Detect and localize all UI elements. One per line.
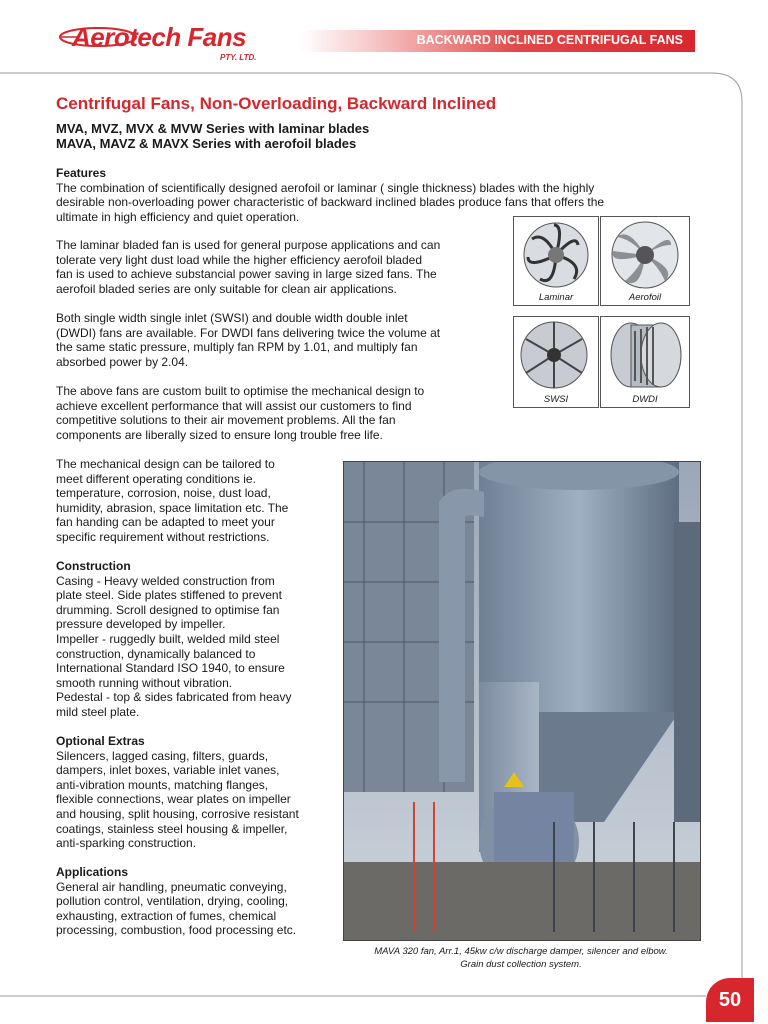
dwdi-fan-icon [601, 317, 689, 395]
text-line: mild steel plate. [56, 704, 140, 719]
photo-caption [343, 946, 699, 971]
photo-caption-line-1: MAVA 320 fan, Arr.1, 45kw c/w discharge damper, silencer and elbow. [374, 946, 668, 957]
text-line: the same static pressure, multiply fan RPM by 1.01, and multiply fan [56, 340, 418, 355]
text-line: humidity, abrasion, space limitation etc. The [56, 500, 289, 515]
laminar-impeller-icon [514, 217, 598, 293]
text-line: pollution control, ventilation, drying, cooling, [56, 894, 289, 909]
text-line: smooth running without vibration. [56, 675, 233, 690]
text-line: pressure developed by impeller. [56, 617, 226, 632]
text-line: fan is used to achieve substancial power saving in large sized fans. The [56, 267, 437, 282]
company-logo [58, 20, 268, 68]
features-paragraph-5 [56, 457, 336, 545]
construction-heading: Construction [56, 559, 131, 573]
applications-section [56, 865, 341, 938]
text-line: fan handing can be adapted to meet your [56, 515, 275, 530]
text-line: The above fans are custom built to optimise the mechanical design to [56, 384, 425, 398]
grain-silo-fan-photo-icon [344, 462, 700, 940]
features-paragraph-2 [56, 238, 506, 296]
text-line: aerofoil bladed series are only suitable for clean air applications. [56, 281, 397, 296]
text-line: exhausting, extraction of fumes, chemical [56, 908, 277, 923]
text-line: components are liberally sized to ensure long trouble free life. [56, 427, 383, 442]
thumb-label-dwdi: DWDI [632, 394, 658, 405]
features-heading: Features [56, 166, 107, 180]
text-line: The combination of scientifically designed aerofoil or laminar ( single thickness) blades with the highly [56, 180, 595, 195]
subtitle-aerofoil: MAVA, MAVZ & MAVX Series with aerofoil blades [56, 136, 357, 151]
aerofoil-impeller-icon [601, 217, 689, 293]
text-line: anti-vibration mounts, matching flanges, [56, 777, 269, 792]
thumb-label-aerofoil: Aerofoil [628, 292, 662, 303]
subtitle-laminar: MVA, MVZ, MVX & MVW Series with laminar blades [56, 121, 370, 136]
text-line: Silencers, lagged casing, filters, guards, [56, 748, 269, 763]
text-line: coatings, stainless steel housing & impeller, [56, 821, 288, 836]
text-line: processing, combustion, food processing etc. [56, 923, 297, 938]
text-line: International Standard ISO 1940, to ensure [56, 661, 285, 676]
brand-suffix: PTY. LTD. [220, 53, 257, 62]
swsi-fan-icon [514, 317, 598, 395]
text-line: achieve excellent performance that will assist our customers to find [56, 398, 412, 413]
text-line: The laminar bladed fan is used for general purpose applications and can [56, 238, 441, 252]
extras-heading: Optional Extras [56, 734, 145, 748]
applications-heading: Applications [56, 865, 129, 879]
text-line: ultimate in high efficiency and quiet operation. [56, 209, 300, 224]
page-number: 50 [706, 978, 754, 1022]
text-line: specific requirement without restrictions. [56, 529, 270, 544]
text-line: meet different operating conditions ie. [56, 471, 256, 486]
page-title: Centrifugal Fans, Non-Overloading, Backward Inclined [56, 94, 497, 113]
text-line: Both single width single inlet (SWSI) and double width double inlet [56, 311, 408, 325]
photo-caption-line-2: Grain dust collection system. [460, 958, 582, 970]
text-line: Impeller - ruggedly built, welded mild steel [56, 631, 280, 646]
thumb-label-swsi: SWSI [543, 394, 569, 405]
text-line: plate steel. Side plates stiffened to prevent [56, 588, 282, 603]
text-line: and housing, split housing, corrosive resistant [56, 806, 299, 821]
text-line: drumming. Scroll designed to optimise fan [56, 602, 280, 617]
text-line: (DWDI) fans are available. For DWDI fans delivering twice the volume at [56, 325, 441, 340]
text-line: General air handling, pneumatic conveying, [56, 879, 287, 894]
text-line: anti-sparking construction. [56, 836, 197, 851]
text-line: competitive solutions to their air movement problems. All the fan [56, 413, 396, 428]
text-line: absorbed power by 2.04. [56, 354, 189, 369]
text-line: tolerate very light dust load while the higher efficiency aerofoil bladed [56, 252, 422, 267]
text-line: Casing - Heavy welded construction from [56, 573, 275, 588]
series-subtitles [56, 121, 369, 151]
features-paragraph-3 [56, 311, 506, 369]
construction-section [56, 559, 336, 720]
text-line: construction, dynamically balanced to [56, 646, 256, 661]
extras-section [56, 734, 341, 851]
section-banner [300, 30, 695, 52]
thumb-label-laminar: Laminar [538, 292, 574, 303]
text-line: dampers, inlet boxes, variable inlet vanes, [56, 763, 280, 778]
dwdi-fan-image [600, 316, 690, 408]
swsi-fan-image [513, 316, 599, 408]
text-line: Pedestal - top & sides fabricated from heavy [56, 690, 292, 705]
installation-photo [343, 461, 701, 941]
text-line: desirable non-overloading power characteristic of backward inclined blades produce fans that offers the [56, 195, 605, 210]
laminar-impeller-image [513, 216, 599, 306]
section-banner-label: BACKWARD INCLINED CENTRIFUGAL FANS [416, 33, 683, 47]
aerofoil-impeller-image [600, 216, 690, 306]
text-line: flexible connections, wear plates on impeller [56, 792, 291, 807]
features-paragraph-4 [56, 384, 506, 442]
text-line: temperature, corrosion, noise, dust load, [56, 486, 271, 501]
brand-name: Aerotech Fans [72, 22, 247, 52]
text-line: The mechanical design can be tailored to [56, 457, 275, 471]
